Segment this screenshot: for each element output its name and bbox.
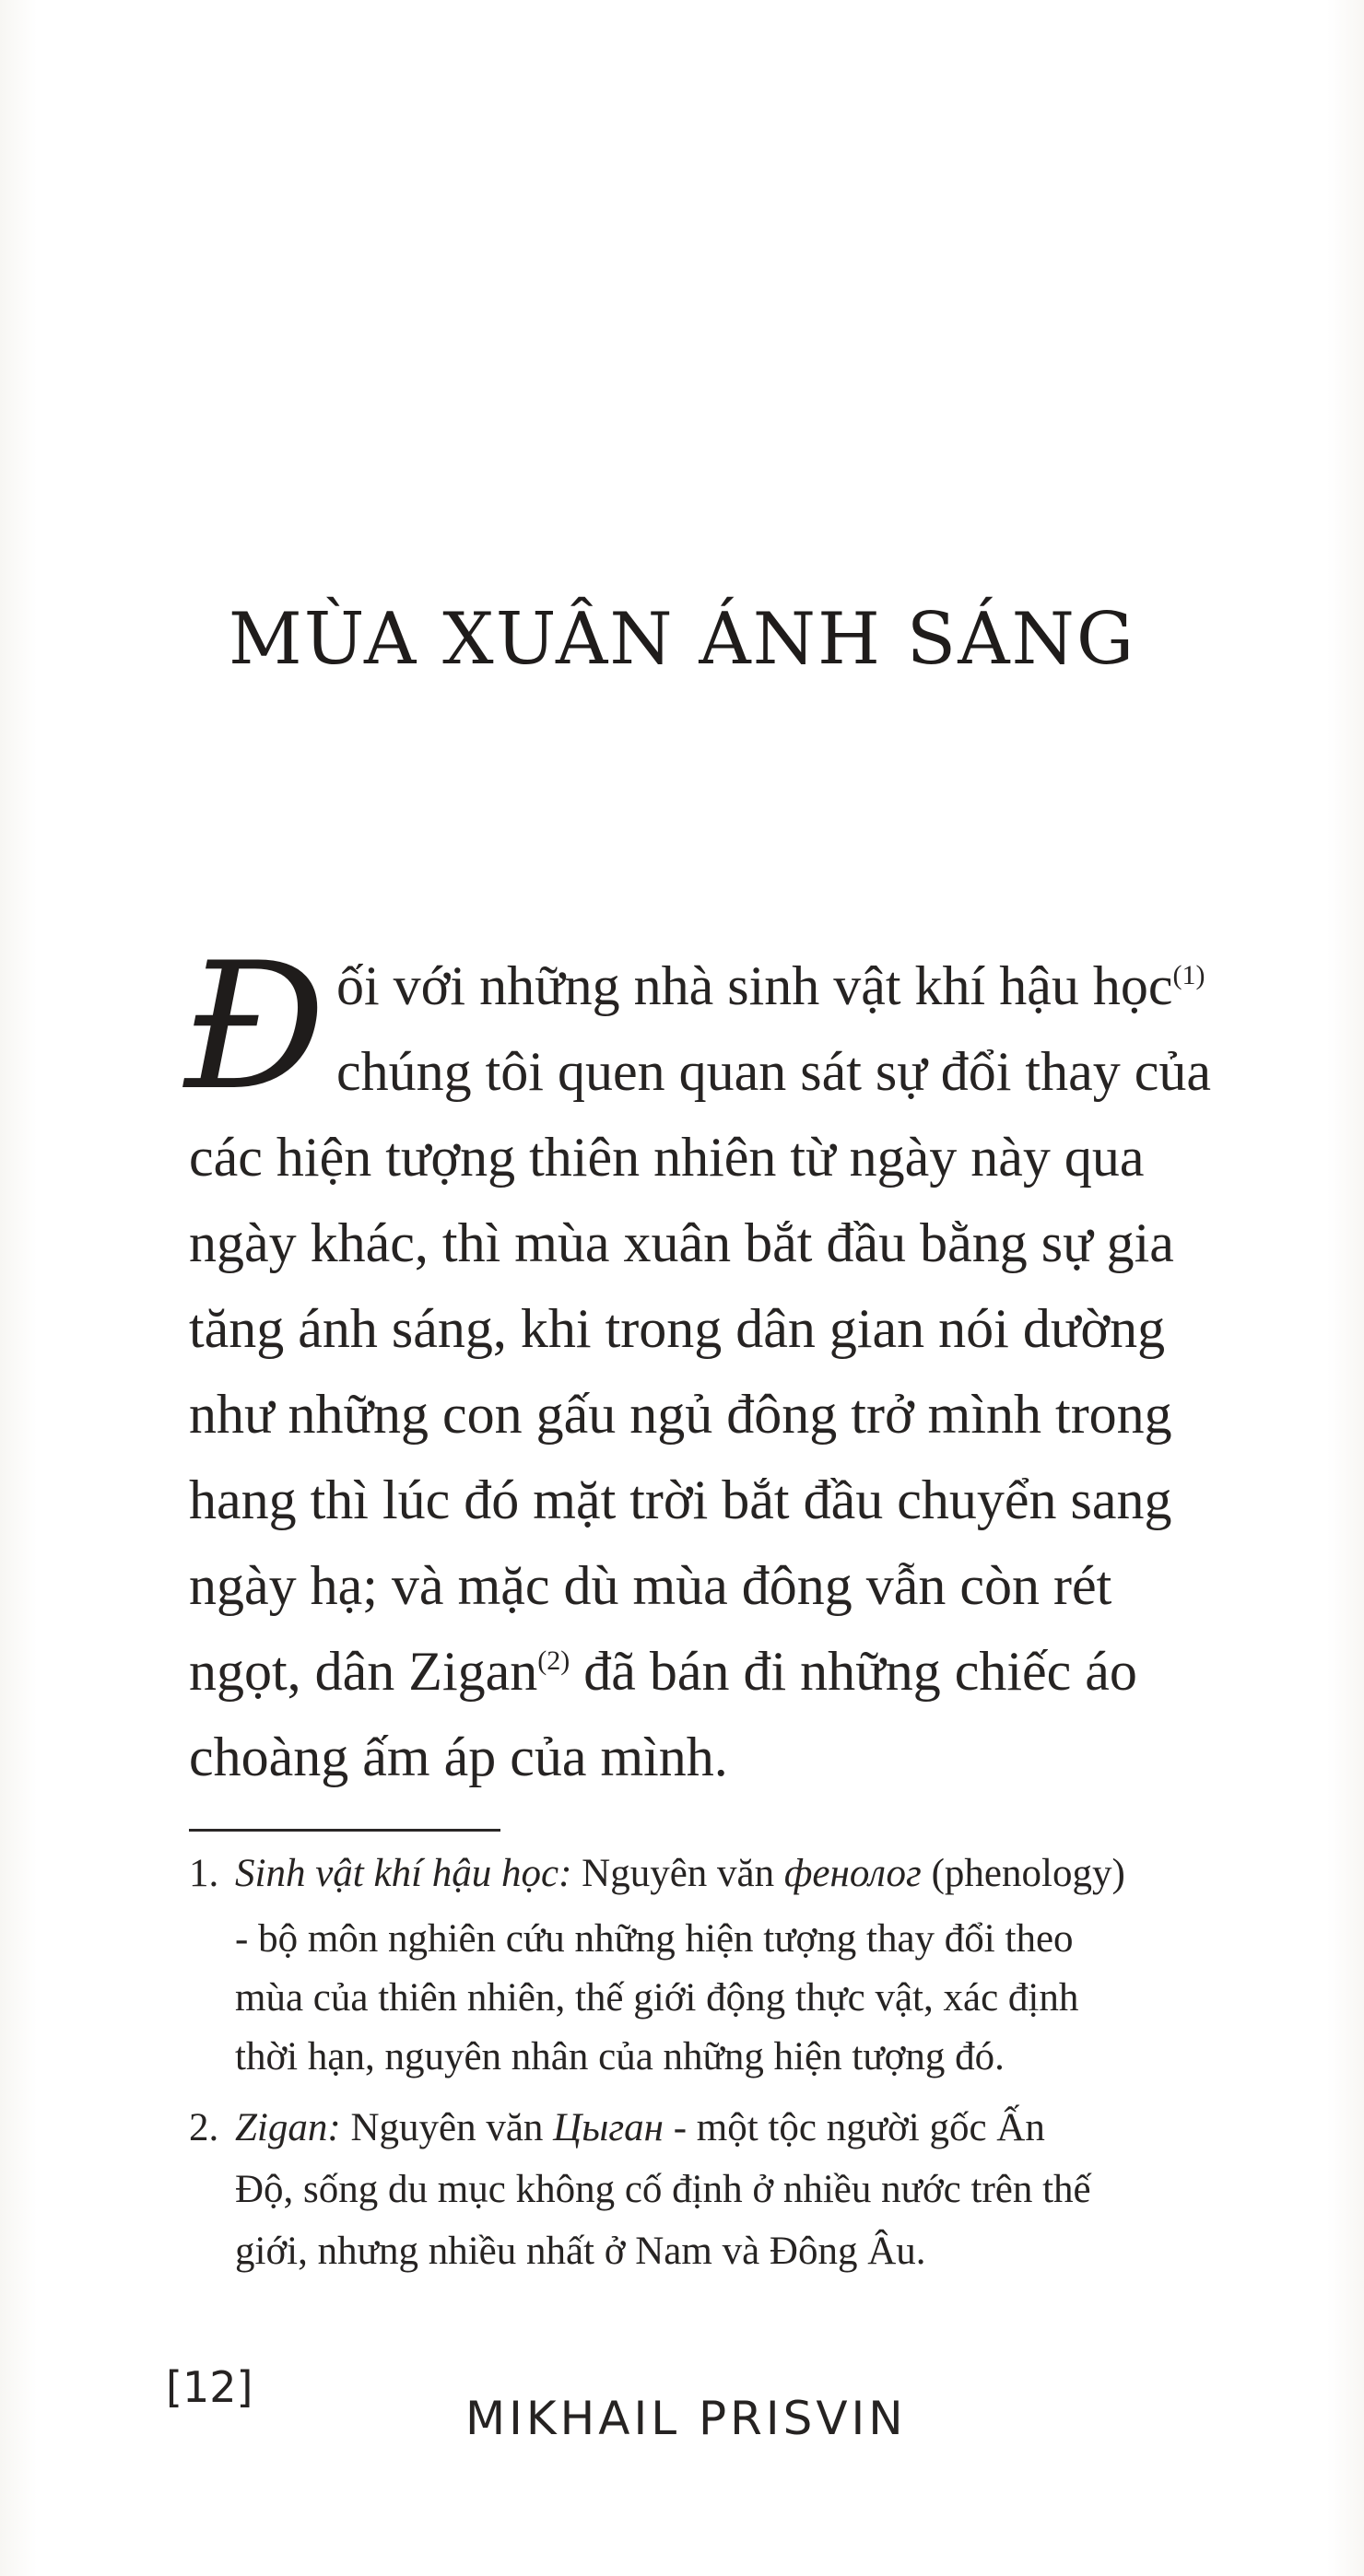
footnote-text: Nguyên văn bbox=[340, 2106, 554, 2149]
body-line: chúng tôi quen quan sát sự đổi thay của bbox=[336, 1041, 1211, 1102]
footnote-line bbox=[235, 2108, 1045, 2148]
page-number: [12] bbox=[166, 2362, 253, 2412]
footnote-term: Zigan: bbox=[235, 2106, 341, 2149]
body-line: tăng ánh sáng, khi trong dân gian nói dường bbox=[189, 1298, 1166, 1359]
body-line: ngày khác, thì mùa xuân bắt đầu bằng sự gia bbox=[189, 1212, 1174, 1273]
chapter-title: MÙA XUÂN ÁNH SÁNG bbox=[228, 598, 1136, 681]
footnote-source-word: фенолог bbox=[783, 1852, 922, 1895]
body-line: hang thì lúc đó mặt trời bắt đầu chuyển sang bbox=[189, 1469, 1172, 1530]
footnote-number: 2. bbox=[189, 2106, 219, 2149]
body-line-text: ối với những nhà sinh vật khí hậu học bbox=[336, 955, 1173, 1016]
body-line-text: đã bán đi những chiếc áo bbox=[570, 1641, 1137, 1702]
footnote-number: 1. bbox=[189, 1852, 219, 1895]
footnote-line: giới, nhưng nhiều nhất ở Nam và Đông Âu. bbox=[235, 2230, 926, 2273]
footnote-text: Nguyên văn bbox=[571, 1852, 784, 1895]
footnote-line: mùa của thiên nhiên, thế giới động thực vật, xác định bbox=[235, 1976, 1079, 2020]
footnote-line: thời hạn, nguyên nhân của những hiện tượng đó. bbox=[235, 2035, 1005, 2078]
footnote-line: Độ, sống du mục không cố định ở nhiều nước trên thế bbox=[235, 2168, 1091, 2211]
body-line bbox=[189, 1641, 1137, 1702]
footnote-line: - bộ môn nghiên cứu những hiện tượng thay đổi theo bbox=[235, 1917, 1074, 1961]
footnote-ref: (1) bbox=[1172, 960, 1205, 990]
running-footer-author: MIKHAIL PRISVIN bbox=[465, 2392, 907, 2445]
body-line: choàng ấm áp của mình. bbox=[189, 1727, 728, 1787]
body-line: các hiện tượng thiên nhiên từ ngày này qua bbox=[189, 1127, 1145, 1188]
body-line: ngày hạ; và mặc dù mùa đông vẫn còn rét bbox=[189, 1555, 1112, 1616]
drop-cap bbox=[184, 925, 326, 1129]
footnote-source-word: Цыган bbox=[553, 2106, 664, 2149]
footnote-line bbox=[235, 1854, 1125, 1893]
body-line: như những con gấu ngủ đông trở mình trong bbox=[189, 1384, 1172, 1445]
footnote-ref: (2) bbox=[537, 1645, 570, 1676]
footnote-term: Sinh vật khí hậu học: bbox=[235, 1852, 572, 1895]
body-line-text: ngọt, dân Zigan bbox=[189, 1641, 538, 1702]
footnote-divider bbox=[189, 1829, 500, 1832]
footnote-text: (phenology) bbox=[921, 1852, 1125, 1895]
drop-cap-letter: Đ bbox=[184, 925, 326, 1129]
footnote-text: - một tộc người gốc Ấn bbox=[663, 2106, 1045, 2149]
body-line bbox=[336, 955, 1205, 1016]
